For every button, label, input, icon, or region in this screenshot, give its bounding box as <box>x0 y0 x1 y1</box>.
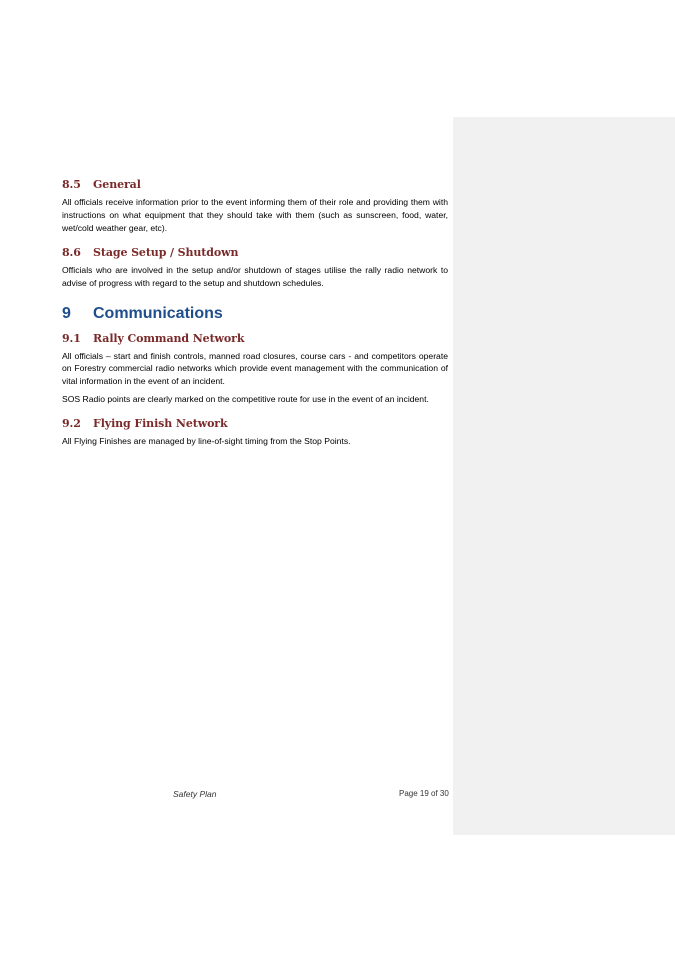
footer-document-title: Safety Plan <box>173 789 217 799</box>
paragraph: SOS Radio points are clearly marked on the competitive route for use in the event of an incident. <box>62 394 429 405</box>
footer-page-number: Page 19 of 30 <box>399 789 449 798</box>
heading-9-1 <box>62 332 448 345</box>
paragraph: Officials who are involved in the setup and/or shutdown of stages utilise the rally radio network to advise of progress with regard to the setup and shutdown schedules. <box>62 264 448 288</box>
paragraph: All officials – start and finish controls, manned road closures, course cars - and competitors operate on Forestry commercial radio networks which provide event management with the communication of vital information in the event of an incident. <box>62 350 448 387</box>
heading-9 <box>62 305 448 323</box>
heading-number: 8.5 <box>62 178 81 191</box>
heading-title: Stage Setup / Shutdown <box>93 245 239 259</box>
heading-9-2 <box>62 417 448 430</box>
heading-title: Flying Finish Network <box>93 417 228 431</box>
paragraph: All Flying Finishes are managed by line-of-sight timing from the Stop Points. <box>62 436 351 447</box>
heading-title: Rally Command Network <box>93 331 245 345</box>
document-page <box>62 178 448 453</box>
heading-8-6 <box>62 246 448 259</box>
comment-pane <box>453 117 675 835</box>
heading-number: 9.1 <box>62 331 81 345</box>
heading-number: 9 <box>62 304 71 322</box>
heading-number: 8.6 <box>62 245 81 259</box>
paragraph: All officials receive information prior to the event informing them of their role and providing them with instructions on what equipment that they should take with them (such as sunscreen, food, water, wet/cold weather gear, etc). <box>62 197 448 233</box>
heading-number: 9.2 <box>62 417 81 431</box>
heading-title: General <box>93 178 141 191</box>
heading-8-5 <box>62 178 448 191</box>
heading-title: Communications <box>93 304 223 322</box>
